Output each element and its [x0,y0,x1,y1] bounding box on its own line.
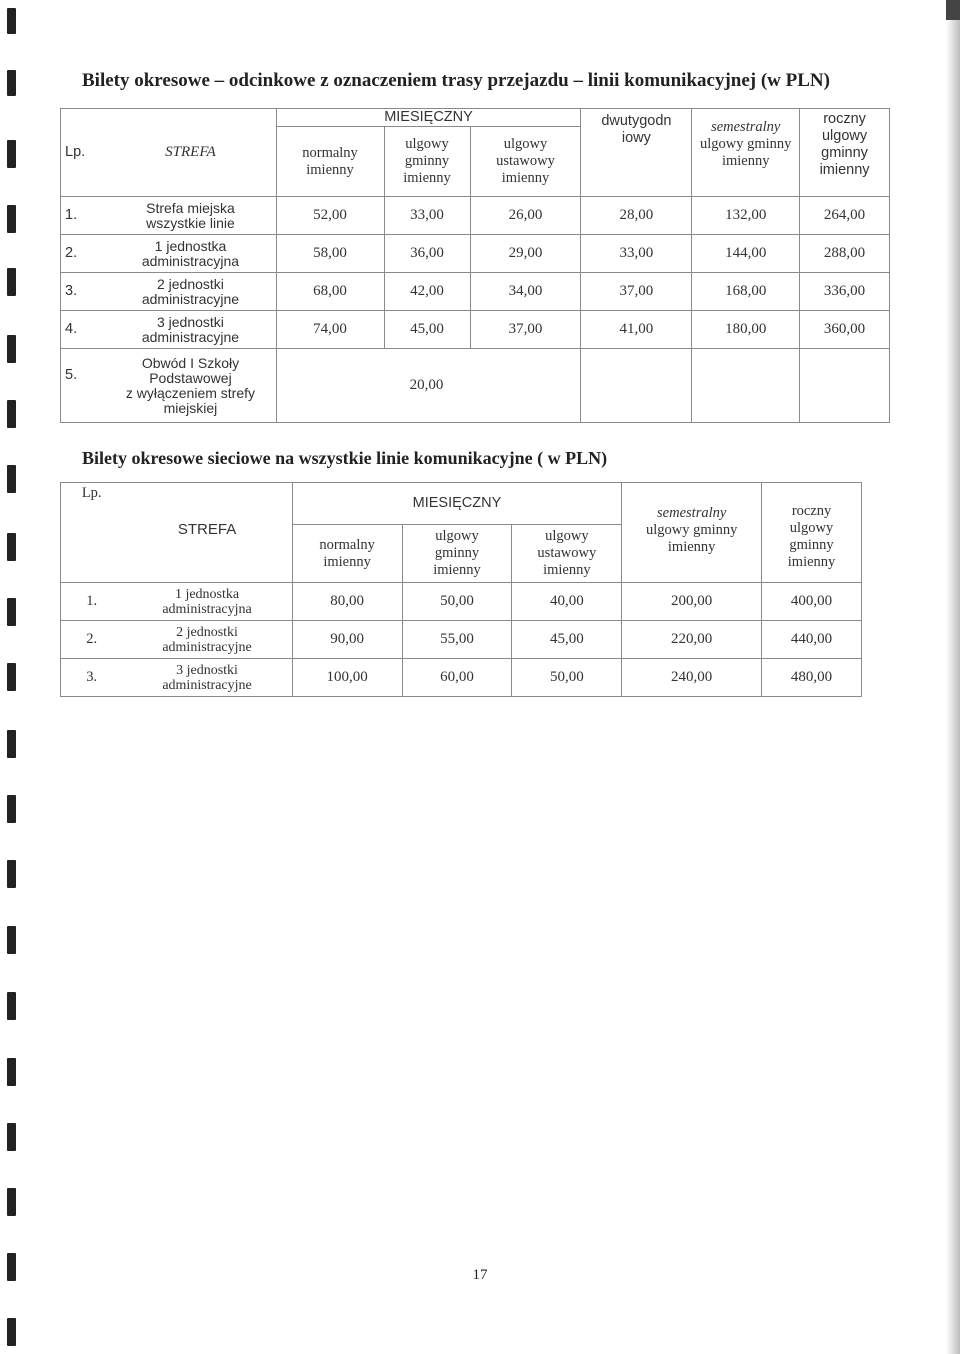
cell-normalny: 58,00 [276,235,384,273]
cell-ulgowy-gminny: 55,00 [402,621,512,659]
cell-normalny: 68,00 [276,273,384,311]
cell-semestralny: 240,00 [622,659,762,697]
table-odcinkowe [60,108,890,423]
table-sieciowe [60,482,862,697]
semestralny-header: semestralny ulgowy gminny imienny [622,483,762,583]
roczny-header: roczny ulgowy gminny imienny [800,109,890,197]
cell-ulgowy-ustawowy: 34,00 [470,273,581,311]
cell-ulgowy-gminny: 33,00 [384,197,470,235]
miesieczny-header: MIESIĘCZNY [292,483,622,525]
lp-header: Lp. [61,109,106,197]
roczny-header: roczny ulgowy gminny imienny [762,483,862,583]
cell-obwod-szkoly: 20,00 [276,349,581,423]
row-zone: 1 jednostka administracyjna [122,583,292,621]
cell-ulgowy-gminny: 36,00 [384,235,470,273]
cell-roczny: 360,00 [800,311,890,349]
cell-ulgowy-ustawowy: 37,00 [470,311,581,349]
lp-header: Lp. [61,483,123,583]
row-lp: 2. [61,235,106,273]
cell-dwutygodniowy: 41,00 [581,311,692,349]
row-zone: 1 jednostka administracyjna [105,235,276,273]
cell-empty [581,349,692,423]
row-zone: Strefa miejska wszystkie linie [105,197,276,235]
title-odcinkowe: Bilety okresowe – odcinkowe z oznaczeniem trasy przejazdu – linii komunikacyjnej (w PLN) [82,70,830,91]
cell-normalny: 74,00 [276,311,384,349]
cell-roczny: 336,00 [800,273,890,311]
cell-ulgowy-ustawowy: 26,00 [470,197,581,235]
cell-roczny: 264,00 [800,197,890,235]
row-zone: 3 jednostki administracyjne [105,311,276,349]
row-lp: 3. [61,273,106,311]
ulgowy-gminny-header: ulgowy gminny imienny [402,525,512,583]
cell-ulgowy-gminny: 42,00 [384,273,470,311]
cell-ulgowy-ustawowy: 29,00 [470,235,581,273]
cell-dwutygodniowy: 37,00 [581,273,692,311]
row-lp: 5. [61,349,106,423]
strefa-header: STREFA [122,483,292,583]
ulgowy-gminny-header: ulgowy gminny imienny [384,127,470,197]
row-lp: 3. [61,659,123,697]
cell-semestralny: 132,00 [692,197,800,235]
page-number: 17 [472,1267,488,1283]
cell-ulgowy-gminny: 50,00 [402,583,512,621]
cell-roczny: 288,00 [800,235,890,273]
cell-empty [800,349,890,423]
table-row [61,621,862,659]
strefa-header: STREFA [105,109,276,197]
row-zone: 2 jednostki administracyjne [105,273,276,311]
cell-normalny: 90,00 [292,621,402,659]
cell-ulgowy-ustawowy: 40,00 [512,583,622,621]
table-row [61,197,890,235]
cell-semestralny: 144,00 [692,235,800,273]
ulgowy-ustawowy-header: ulgowy ustawowy imienny [470,127,581,197]
table-row [61,349,890,423]
cell-ulgowy-gminny: 60,00 [402,659,512,697]
cell-semestralny: 200,00 [622,583,762,621]
normalny-header: normalny imienny [292,525,402,583]
page-corner [946,0,960,20]
row-zone: Obwód I Szkoły Podstawowej z wyłączeniem strefy miejskiej [105,349,276,423]
cell-ulgowy-ustawowy: 45,00 [512,621,622,659]
semestralny-header: semestralny ulgowy gminny imienny [692,109,800,197]
table-row [61,659,862,697]
cell-semestralny: 220,00 [622,621,762,659]
row-zone: 2 jednostki administracyjne [122,621,292,659]
row-lp: 2. [61,621,123,659]
normalny-header: normalny imienny [276,127,384,197]
cell-dwutygodniowy: 33,00 [581,235,692,273]
cell-normalny: 52,00 [276,197,384,235]
cell-normalny: 80,00 [292,583,402,621]
row-zone: 3 jednostki administracyjne [122,659,292,697]
row-lp: 1. [61,197,106,235]
cell-ulgowy-ustawowy: 50,00 [512,659,622,697]
row-lp: 4. [61,311,106,349]
row-lp: 1. [61,583,123,621]
title-sieciowe: Bilety okresowe sieciowe na wszystkie linie komunikacyjne ( w PLN) [82,448,608,468]
cell-roczny: 480,00 [762,659,862,697]
cell-ulgowy-gminny: 45,00 [384,311,470,349]
table-row [61,311,890,349]
cell-normalny: 100,00 [292,659,402,697]
cell-dwutygodniowy: 28,00 [581,197,692,235]
table-row [61,273,890,311]
miesieczny-header: MIESIĘCZNY [276,109,581,127]
cell-roczny: 440,00 [762,621,862,659]
cell-semestralny: 180,00 [692,311,800,349]
table-row [61,583,862,621]
cell-semestralny: 168,00 [692,273,800,311]
cell-empty [692,349,800,423]
cell-roczny: 400,00 [762,583,862,621]
dwutygodniowy-header: dwutygodn iowy [581,109,692,197]
page-edge-shadow [946,0,960,1354]
table-row [61,235,890,273]
ulgowy-ustawowy-header: ulgowy ustawowy imienny [512,525,622,583]
